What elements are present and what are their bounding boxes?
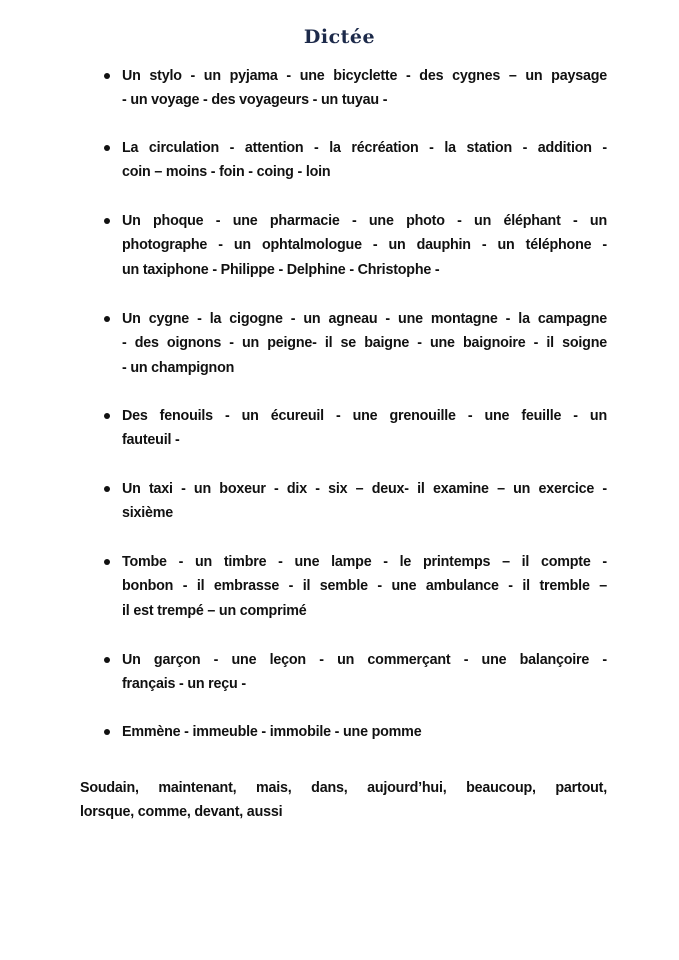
- list-item-line: Un garçon - une leçon - un commerçant - une balançoire -: [122, 652, 607, 668]
- list-item-line: Un phoque - une pharmacie - une photo - un éléphant - un: [122, 213, 607, 229]
- list-item-line: fauteuil -: [122, 432, 180, 449]
- list-item-line: sixième: [122, 505, 174, 522]
- list-item-line: il est trempé – un comprimé: [122, 602, 307, 619]
- list-item: [104, 307, 607, 380]
- bullet-icon: [104, 729, 110, 735]
- list-item: [104, 477, 607, 526]
- list-item-line: - un voyage - des voyageurs - un tuyau -: [122, 92, 388, 109]
- list-item: [104, 550, 607, 623]
- paragraph-line: Soudain, maintenant, mais, dans, aujourd’hui, beaucoup, partout,: [80, 780, 607, 796]
- list-item: [104, 209, 607, 282]
- list-item-line: Emmène - immeuble - immobile - une pomme: [122, 724, 422, 740]
- list-item-line: Un cygne - la cigogne - un agneau - une montagne - la campagne: [122, 311, 607, 327]
- bullet-icon: [104, 486, 110, 492]
- word-paragraph: [80, 776, 607, 825]
- list-item-line: photographe - un ophtalmologue - un dauphin - un téléphone -: [122, 237, 607, 254]
- list-item-line: coin – moins - foin - coing - loin: [122, 164, 331, 181]
- list-item-line: un taxiphone - Philippe - Delphine - Christophe -: [122, 261, 440, 278]
- paragraph-line: lorsque, comme, devant, aussi: [80, 804, 283, 821]
- bullet-icon: [104, 73, 110, 79]
- bullet-icon: [104, 657, 110, 663]
- list-item: [104, 136, 607, 185]
- list-item-line: Des fenouils - un écureuil - une grenouille - une feuille - un: [122, 408, 607, 424]
- list-item-line: - des oignons - un peigne- il se baigne - une baignoire - il soigne: [122, 335, 607, 352]
- list-item: [104, 64, 607, 113]
- list-item-line: Tombe - un timbre - une lampe - le printemps – il compte -: [122, 554, 607, 570]
- bullet-icon: [104, 559, 110, 565]
- list-item-line: Un taxi - un boxeur - dix - six – deux- il examine – un exercice -: [122, 481, 607, 497]
- list-item-line: français - un reçu -: [122, 676, 246, 693]
- list-item-line: La circulation - attention - la récréation - la station - addition -: [122, 140, 607, 156]
- list-item-line: - un champignon: [122, 359, 235, 376]
- list-item: [104, 648, 607, 697]
- bullet-icon: [104, 218, 110, 224]
- page-title: Dictée: [303, 26, 376, 48]
- bullet-icon: [104, 316, 110, 322]
- list-item: [104, 404, 607, 453]
- list-item: [104, 720, 607, 744]
- list-item-line: Un stylo - un pyjama - une bicyclette - des cygnes – un paysage: [122, 68, 607, 84]
- bullet-icon: [104, 413, 110, 419]
- bullet-icon: [104, 145, 110, 151]
- list-item-line: bonbon - il embrasse - il semble - une ambulance - il tremble –: [122, 578, 607, 595]
